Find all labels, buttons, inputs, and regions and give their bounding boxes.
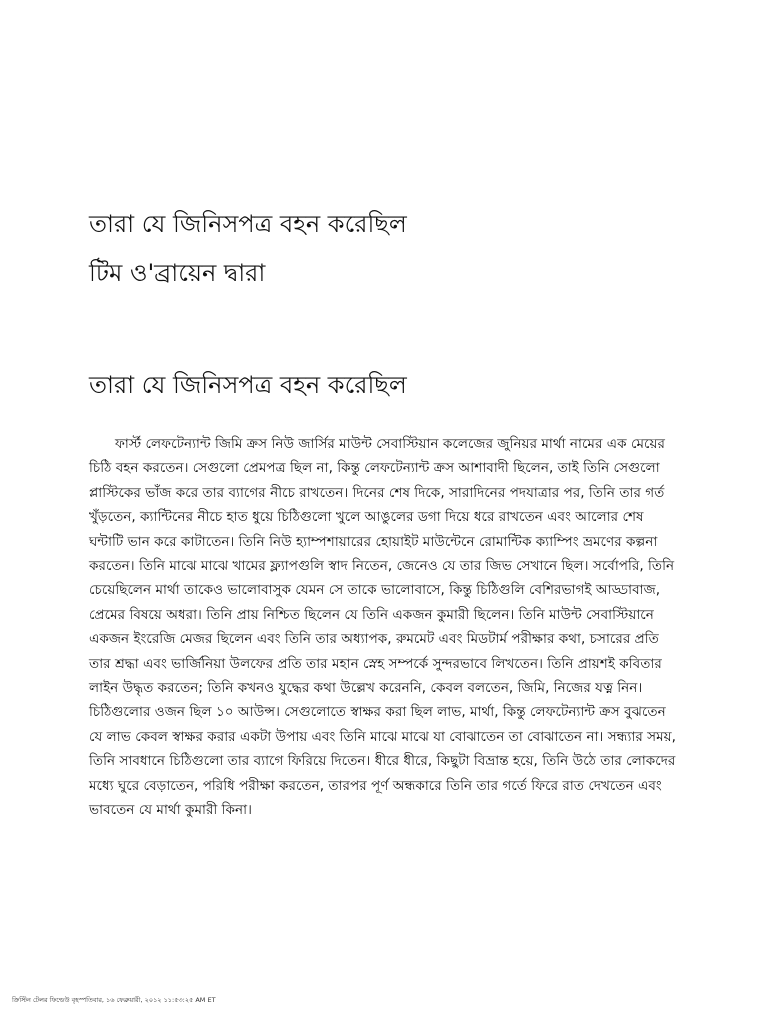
section-heading: তারা যে জিনিসপত্র বহন করেছিল (89, 371, 407, 399)
body-paragraph: ফার্স্ট লেফটেন্যান্ট জিমি ক্রস নিউ জার্সির মাউন্ট সেবাস্টিয়ান কলেজের জুনিয়র মার্থা নামের এক মেয়ের চিঠি বহন করতেন। সেগুলো প্রেমপত্র ছিল না, কিন্তু লেফটেন্যান্ট ক্রস আশাবাদী ছিলেন, তাই তিনি সেগুলো প্লাস্টিকের ভাঁজ করে তার ব্যাগের নীচে রাখতেন। দিনের শেষ দিকে, সারাদিনের পদযাত্রার পর, তিনি তার গর্ত খুঁড়তেন, ক্যান্টিনের নীচে হাত ধুয়ে চিঠিগুলো খুলে আঙুলের ডগা দিয়ে ধরে রাখতেন এবং আলোর শেষ ঘন্টাটি ভান করে কাটাতেন। তিনি নিউ হ্যাম্পশায়ারের হোয়াইট মাউন্টেনে রোমান্টিক ক্যাম্পিং ভ্রমণের কল্পনা করতেন। তিনি মাঝে মাঝে খামের ফ্ল্যাপগুলি স্বাদ নিতেন, জেনেও যে তার জিভ সেখানে ছিল। সর্বোপরি, তিনি চেয়েছিলেন মার্থা তাকেও ভালোবাসুক যেমন সে তাকে ভালোবাসে, কিন্তু চিঠিগুলি বেশিরভাগই আড্ডাবাজ, প্রেমের বিষয়ে অধরা। তিনি প্রায় নিশ্চিত ছিলেন যে তিনি একজন কুমারী ছিলেন। তিনি মাউন্ট সেবাস্টিয়ানে একজন ইংরেজি মেজর ছিলেন এবং তিনি তার অধ্যাপক, রুমমেট এবং মিডটার্ম পরীক্ষার কথা, চসারের প্রতি তার শ্রদ্ধা এবং ভার্জিনিয়া উলফের প্রতি তার মহান স্নেহ সম্পর্কে সুন্দরভাবে লিখতেন। তিনি প্রায়শই কবিতার লাইন উদ্ধৃত করতেন; তিনি কখনও যুদ্ধের কথা উল্লেখ করেননি, কেবল বলতেন, জিমি, নিজের যত্ন নিন। চিঠিগুলোর ওজন ছিল ১০ আউন্স। সেগুলোতে স্বাক্ষর করা ছিল লাভ, মার্থা, কিন্তু লেফটেন্যান্ট ক্রস বুঝতেন যে লাভ কেবল স্বাক্ষর করার একটা উপায় এবং তিনি মাঝে মাঝে যা বোঝাতেন তা বোঝাতেন না। সন্ধ্যার সময়, তিনি সাবধানে চিঠিগুলো তার ব্যাগে ফিরিয়ে দিতেন। ধীরে ধীরে, কিছুটা বিভ্রান্ত হয়ে, তিনি উঠে তার লোকদের মধ্যে ঘুরে বেড়াতেন, পরিধি পরীক্ষা করতেন, তারপর পূর্ণ অন্ধকারে তিনি তার গর্তে ফিরে রাত দেখতেন এবং ভাবতেন যে মার্থা কুমারী কিনা। (89, 436, 676, 819)
author-byline: টিম ও'ব্রায়েন দ্বারা (89, 259, 266, 287)
page-footer: ক্রিস্টিন টেলর ফিল্ডেউ বৃহস্পতিবার, ১৬ ফেব্রুয়ারী, ২০১২ ১১:৫৩:২৫ AM ET (12, 996, 216, 1004)
document-title: তারা যে জিনিসপত্র বহন করেছিল (89, 210, 407, 238)
